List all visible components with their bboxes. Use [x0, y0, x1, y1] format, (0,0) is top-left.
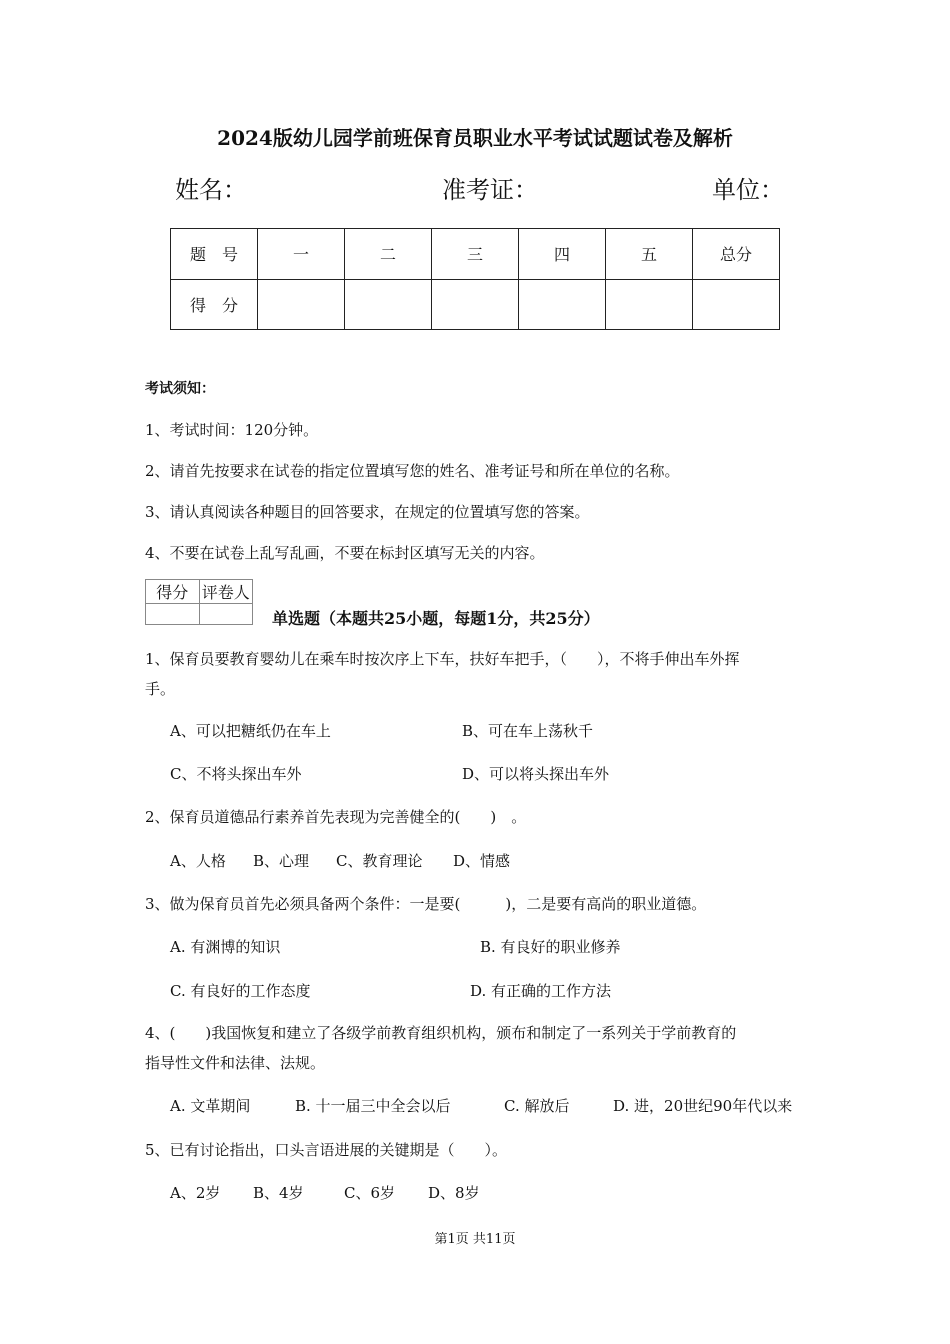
question-4-line-1: 4、( )我国恢复和建立了各级学前教育组织机构，颁布和制定了一系列关于学前教育的	[145, 1024, 737, 1042]
question-1-line-1: 1、保育员要教育婴幼儿在乘车时按次序上下车，扶好车把手，（ ），不将手伸出车外挥	[145, 650, 740, 668]
name-field-label: 姓名：	[175, 176, 247, 204]
question-3-option-a: A. 有渊博的知识	[170, 938, 281, 956]
question-2-option-d: D、情感	[453, 852, 511, 870]
score-cell-1	[258, 279, 345, 330]
grader-score-cell	[146, 604, 200, 625]
score-col-5: 五	[606, 229, 693, 280]
question-2-option-a: A、人格	[170, 852, 226, 870]
score-col-total: 总分	[693, 229, 780, 280]
notice-item-1: 1、考试时间：120分钟。	[145, 421, 319, 439]
grader-box	[145, 579, 253, 625]
question-1-option-c: C、不将头探出车外	[170, 765, 302, 783]
question-2-line-1: 2、保育员道德品行素养首先表现为完善健全的( ) 。	[145, 808, 527, 826]
score-col-1: 一	[258, 229, 345, 280]
score-col-4: 四	[519, 229, 606, 280]
question-3-option-c: C. 有良好的工作态度	[170, 982, 311, 1000]
score-col-3: 三	[432, 229, 519, 280]
question-2-option-b: B、心理	[253, 852, 310, 870]
section-title: 单选题（本题共25小题，每题1分，共25分）	[272, 609, 600, 628]
notice-heading: 考试须知：	[145, 381, 215, 397]
question-2-option-c: C、教育理论	[336, 852, 423, 870]
score-cell-5	[606, 279, 693, 330]
score-cell-total	[693, 279, 780, 330]
grader-score-label: 得分	[146, 580, 200, 604]
page-footer: 第1页 共11页	[434, 1232, 516, 1247]
ticket-field-label: 准考证：	[442, 176, 538, 204]
document-title: 2024版幼儿园学前班保育员职业水平考试试题试卷及解析	[217, 126, 733, 150]
score-table-score-row	[171, 279, 780, 330]
score-cell-4	[519, 279, 606, 330]
notice-item-3: 3、请认真阅读各种题目的回答要求，在规定的位置填写您的答案。	[145, 503, 590, 521]
question-1-option-b: B、可在车上荡秋千	[462, 722, 594, 740]
question-3-option-d: D. 有正确的工作方法	[470, 982, 612, 1000]
grader-reviewer-cell	[199, 604, 253, 625]
question-1-option-d: D、可以将头探出车外	[462, 765, 610, 783]
score-cell-3	[432, 279, 519, 330]
question-1-line-2: 手。	[145, 680, 176, 698]
score-row-label: 得 分	[171, 279, 258, 330]
score-table	[170, 228, 780, 330]
question-4-line-2: 指导性文件和法律、法规。	[145, 1054, 326, 1072]
question-4-option-d: D. 进，20世纪90年代以来	[613, 1097, 793, 1115]
score-table-header-row	[171, 229, 780, 280]
question-5-line-1: 5、已有讨论指出，口头言语进展的关键期是（ ）。	[145, 1141, 508, 1159]
notice-item-2: 2、请首先按要求在试卷的指定位置填写您的姓名、准考证号和所在单位的名称。	[145, 462, 680, 480]
score-cell-2	[345, 279, 432, 330]
question-3-line-1: 3、做为保育员首先必须具备两个条件：一是要( )，二是要有高尚的职业道德。	[145, 895, 707, 913]
grader-reviewer-label: 评卷人	[199, 580, 253, 604]
unit-field-label: 单位：	[712, 176, 784, 204]
question-5-option-c: C、6岁	[344, 1184, 396, 1202]
score-col-2: 二	[345, 229, 432, 280]
question-5-option-a: A、2岁	[170, 1184, 221, 1202]
question-5-option-b: B、4岁	[253, 1184, 304, 1202]
question-4-option-c: C. 解放后	[504, 1097, 570, 1115]
score-header-label: 题 号	[171, 229, 258, 280]
question-1-option-a: A、可以把糖纸仍在车上	[170, 722, 331, 740]
question-5-option-d: D、8岁	[428, 1184, 480, 1202]
question-3-option-b: B. 有良好的职业修养	[480, 938, 621, 956]
notice-item-4: 4、不要在试卷上乱写乱画，不要在标封区填写无关的内容。	[145, 544, 545, 562]
question-4-option-b: B. 十一届三中全会以后	[295, 1097, 451, 1115]
question-4-option-a: A. 文革期间	[170, 1097, 251, 1115]
